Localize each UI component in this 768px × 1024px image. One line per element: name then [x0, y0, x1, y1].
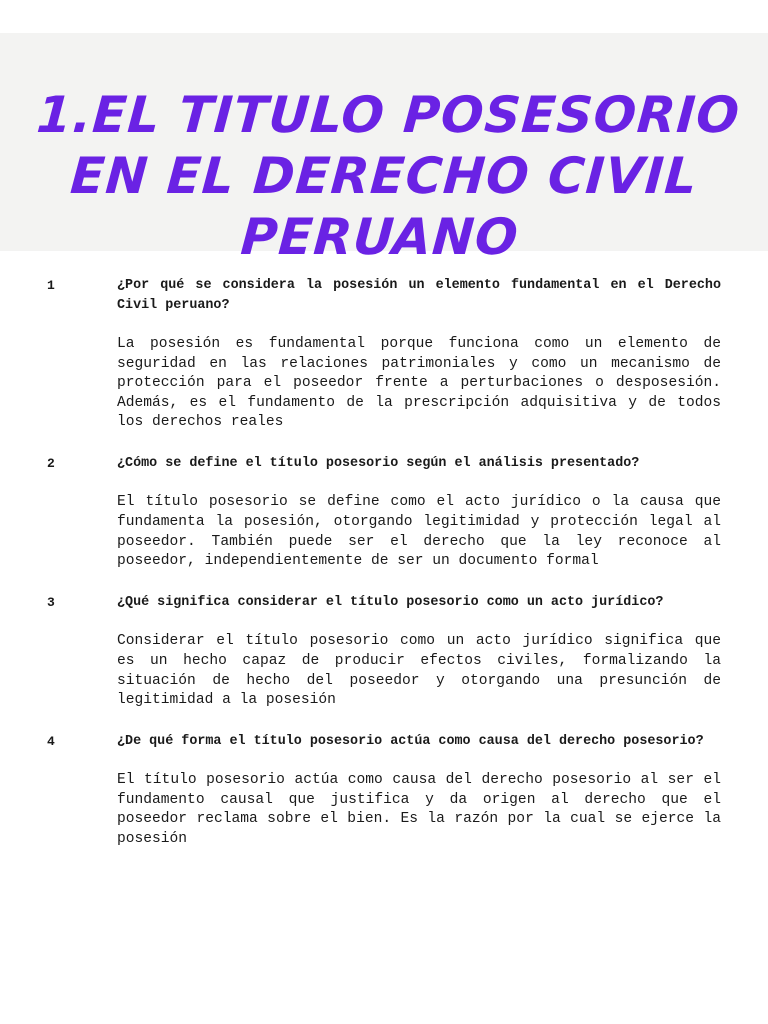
answer-text: El título posesorio actúa como causa del derecho posesorio al ser el fundamento causal que justifica y da origen al derecho que el poseedor reclama sobre el bien. Es la razón por la cual se ejerce la posesión — [117, 772, 721, 847]
page-title-line: EN EL DERECHO CIVIL — [68, 147, 700, 205]
question-number: 2 — [47, 455, 55, 471]
page-title — [0, 85, 768, 268]
question-text: ¿Cómo se define el título posesorio según el análisis presentado? — [117, 455, 640, 471]
question-number: 1 — [47, 278, 55, 293]
question-text: ¿De qué forma el título posesorio actúa como causa del derecho posesorio? — [117, 733, 704, 749]
question-number: 4 — [47, 733, 55, 749]
qa-item — [0, 593, 768, 711]
qa-item — [0, 454, 768, 572]
page-title-line: 1.EL TITULO POSESORIO — [34, 86, 742, 144]
answer-text: El título posesorio se define como el acto jurídico o la causa que fundamenta la posesión, otorgando legitimidad y protección legal al poseedor. También puede ser el derecho que la ley reconoce al poseedor, independientemente de ser un documento formal — [117, 494, 721, 570]
question-number: 3 — [47, 594, 55, 610]
qa-item — [0, 732, 768, 850]
question-text: ¿Qué significa considerar el título posesorio como un acto jurídico? — [117, 594, 664, 610]
title-banner — [0, 33, 768, 266]
answer-text: La posesión es fundamental porque funciona como un elemento de seguridad en las relaciones patrimoniales y como un mecanismo de protección para el poseedor frente a perturbaciones o desposesión. Además, es el fundamento de la prescripción adquisitiva y de todos los derechos reales — [117, 336, 721, 431]
question-text: ¿Por qué se considera la posesión un elemento fundamental en el Derecho Civil peruano? — [117, 278, 721, 313]
page-title-line: PERUANO — [238, 208, 521, 266]
question-answer-list — [0, 276, 768, 871]
qa-item — [0, 276, 768, 433]
answer-text: Considerar el título posesorio como un acto jurídico significa que es un hecho capaz de producir efectos civiles, formalizando la situación de hecho del poseedor y otorgando una presunción de legitimidad a la posesión — [117, 633, 721, 709]
